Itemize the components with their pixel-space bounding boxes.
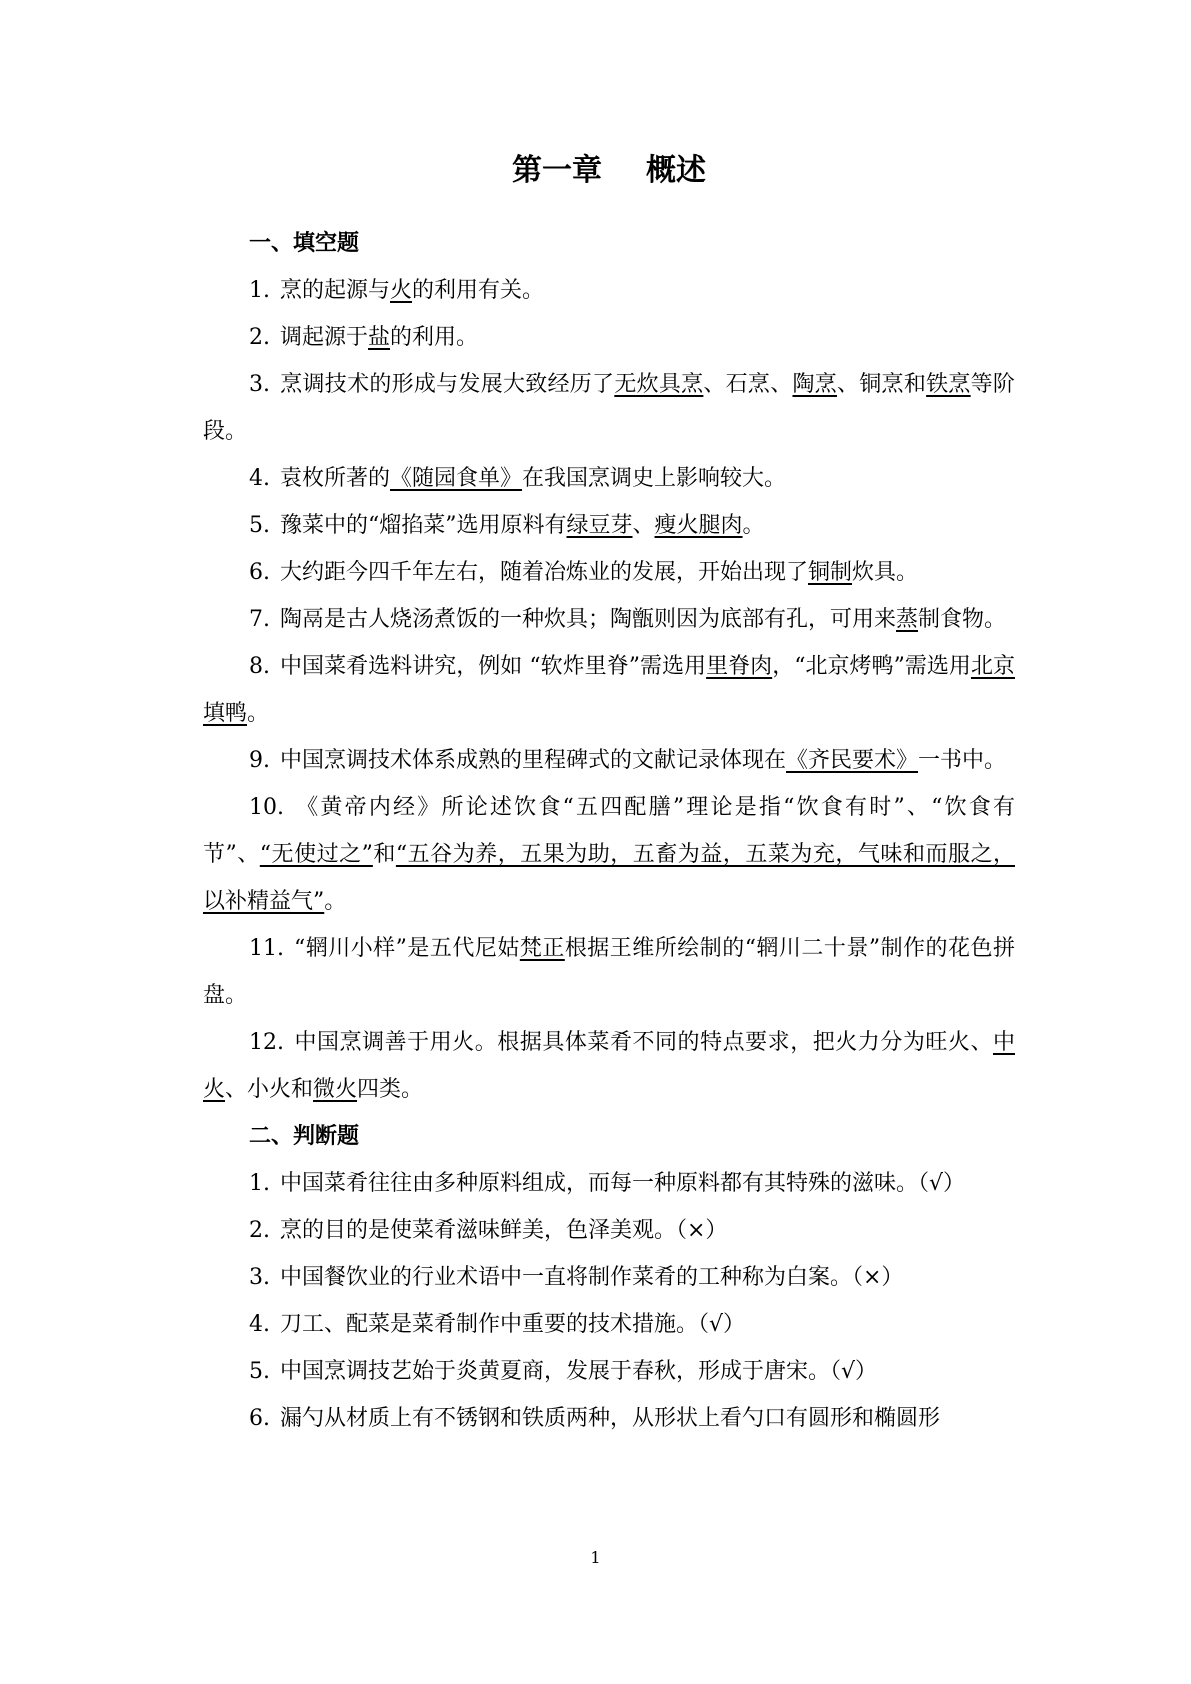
question-item [203, 1395, 1015, 1442]
question-number: 12. [249, 1030, 284, 1055]
question-number: 1. [249, 1171, 270, 1196]
question-item [203, 455, 1015, 502]
question-number: 7. [249, 607, 270, 632]
question-number: 6. [249, 560, 270, 585]
answer-blank: “五谷为养，五果为助，五畜为益，五菜为充，气味和而服之，以补精益气” [203, 842, 1015, 914]
question-item [203, 1207, 1015, 1254]
question-item [203, 925, 1015, 1019]
question-number: 8. [249, 654, 270, 679]
question-text: 等阶段。 [203, 372, 1015, 444]
question-number: 4. [249, 1312, 270, 1337]
answer-blank: 瘦火腿肉 [654, 513, 743, 538]
question-number: 9. [249, 748, 270, 773]
answer-blank: 火 [390, 278, 413, 303]
question-item [203, 267, 1015, 314]
question-number: 1. [249, 278, 270, 303]
question-text: 的利用。 [390, 325, 479, 350]
answer-blank: 铁烹 [926, 372, 971, 397]
answer-blank: 微火 [313, 1077, 358, 1102]
question-number: 5. [249, 513, 270, 538]
question-text: 《黄帝内经》所论述饮食“五四配膳”理论是指“饮食有时”、“饮食有节”、 [203, 795, 1015, 867]
question-text: ，“北京烤鸭”需选用 [772, 654, 971, 679]
question-text: 。 [324, 889, 347, 914]
question-item [203, 1019, 1015, 1113]
question-text: 中国菜肴选料讲究，例如 “软炸里脊”需选用 [280, 654, 707, 679]
chapter-title-number: 第一章 [512, 153, 602, 188]
question-text: 中国烹调技术体系成熟的里程碑式的文献记录体现在 [280, 748, 787, 773]
question-text: 制食物。 [918, 607, 1007, 632]
question-item [203, 643, 1015, 737]
answer-blank: 《随园食单》 [390, 466, 523, 491]
question-text: 中国菜肴往往由多种原料组成，而每一种原料都有其特殊的滋味。（√） [280, 1171, 966, 1196]
question-text: 。 [742, 513, 765, 538]
question-item [203, 784, 1015, 925]
question-text: 、小火和 [225, 1077, 314, 1102]
question-text: 、铜烹和 [837, 372, 927, 397]
answer-blank: 绿豆芽 [566, 513, 633, 538]
question-item [203, 596, 1015, 643]
question-number: 5. [249, 1359, 270, 1384]
question-text: 烹的目的是使菜肴滋味鲜美，色泽美观。（×） [280, 1218, 728, 1243]
question-number: 4. [249, 466, 270, 491]
sections-container [203, 220, 1015, 1442]
answer-blank: “无使过之” [259, 842, 373, 867]
question-text: 调起源于 [280, 325, 369, 350]
question-text: 。 [247, 701, 270, 726]
answer-blank: 无炊具烹 [614, 372, 704, 397]
question-item [203, 737, 1015, 784]
question-text: 大约距今四千年左右，随着冶炼业的发展，开始出现了 [280, 560, 809, 585]
question-text: 漏勺从材质上有不锈钢和铁质两种，从形状上看勺口有圆形和椭圆形 [280, 1406, 941, 1431]
question-number: 2. [249, 325, 270, 350]
question-text: 烹的起源与 [280, 278, 391, 303]
question-text: 烹调技术的形成与发展大致经历了 [280, 372, 615, 397]
question-text: “辋川小样”是五代尼姑 [294, 936, 520, 961]
question-text: 中国烹调善于用火。根据具体菜肴不同的特点要求，把火力分为旺火、 [294, 1030, 993, 1055]
page-number: 1 [590, 1548, 601, 1567]
question-number: 11. [249, 936, 284, 961]
section-heading: 二、判断题 [249, 1123, 360, 1149]
answer-blank: 北京填鸭 [203, 654, 1015, 726]
answer-blank: 蒸 [896, 607, 919, 632]
page-content [203, 150, 1015, 1442]
answer-blank: 盐 [368, 325, 391, 350]
question-text: 和 [372, 842, 396, 867]
question-text: 中国餐饮业的行业术语中一直将制作菜肴的工种称为白案。（×） [280, 1265, 904, 1290]
question-number: 2. [249, 1218, 270, 1243]
question-number: 3. [249, 1265, 270, 1290]
question-text: 一书中。 [918, 748, 1007, 773]
question-item [203, 1254, 1015, 1301]
question-text: 中国烹调技艺始于炎黄夏商，发展于春秋，形成于唐宋。（√） [280, 1359, 878, 1384]
question-text: 、石烹、 [703, 372, 793, 397]
question-text: 袁枚所著的 [280, 466, 391, 491]
question-item [203, 549, 1015, 596]
question-number: 3. [249, 372, 270, 397]
question-item [203, 1301, 1015, 1348]
answer-blank: 中火 [203, 1030, 1015, 1102]
question-text: 陶鬲是古人烧汤煮饭的一种炊具；陶甑则因为底部有孔，可用来 [280, 607, 897, 632]
question-item [203, 361, 1015, 455]
answer-blank: 陶烹 [792, 372, 838, 397]
question-text: 、 [632, 513, 655, 538]
chapter-title-text: 概述 [646, 153, 706, 188]
question-text: 的利用有关。 [412, 278, 545, 303]
question-text: 豫菜中的“熘掐菜”选用原料有 [280, 513, 567, 538]
question-number: 10. [249, 795, 284, 820]
question-number: 6. [249, 1406, 270, 1431]
question-text: 在我国烹调史上影响较大。 [522, 466, 787, 491]
question-text: 炊具。 [852, 560, 919, 585]
chapter-title [203, 150, 1015, 192]
question-item [203, 1348, 1015, 1395]
answer-blank: 铜制 [808, 560, 853, 585]
answer-blank: 《齐民要术》 [786, 748, 919, 773]
question-item [203, 1160, 1015, 1207]
question-item [203, 502, 1015, 549]
question-text: 根据王维所绘制的“辋川二十景”制作的花色拼盘。 [203, 936, 1015, 1008]
question-text: 四类。 [357, 1077, 424, 1102]
answer-blank: 里脊肉 [706, 654, 773, 679]
question-item [203, 314, 1015, 361]
question-text: 刀工、配菜是菜肴制作中重要的技术措施。（√） [280, 1312, 746, 1337]
answer-blank: 梵正 [519, 936, 565, 961]
section-heading: 一、填空题 [249, 230, 360, 256]
